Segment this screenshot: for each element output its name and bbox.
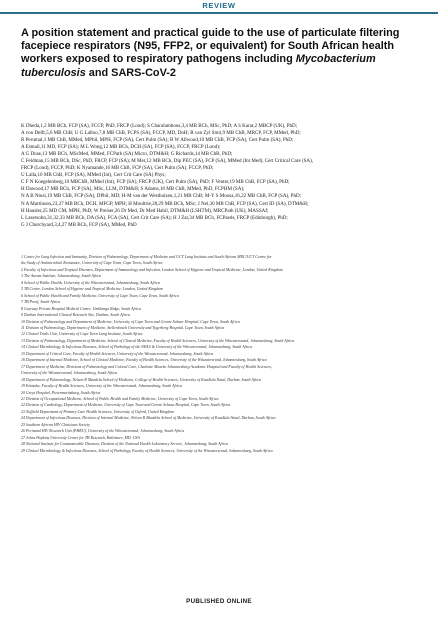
author-list (21, 123, 423, 229)
affiliation-line: the Study of Antimicrobial Resistance, University of Cape Town, Cape Town, South Africa (21, 260, 163, 266)
affiliation-line: 3 The Aurum Institute, Johannesburg, South Africa (21, 273, 102, 279)
affiliation-line: 23 Nuffield Department of Primary Care Health Sciences, University of Oxford, United Kingdom (21, 408, 175, 414)
author-line: C F N Koegelenberg,10 MBChB, MMed (Int), FCP (SA), FRCP (UK), Cert Pulm (SA), PhD; F Venter,19 MB ChB, FCP (SA), PhD; (21, 179, 290, 186)
author-line: N A Martinson,23,27 MB BCh, DCH, MFGP, MPH; H Moultrie,28,29 MB BCh, MSc; J Nel,30 MB ChB, FCP (SA), Cert ID (SA), DTM&H; (21, 200, 309, 207)
affiliation-line: 4 School of Public Health, University of the Witwatersrand, Johannesburg, South Africa (21, 279, 160, 285)
affiliation-line: 2 Faculty of Infectious and Tropical Diseases, Department of Immunology and Infection, London School of Hygiene and Tropical Medicine, London, United Kingdom (21, 266, 283, 272)
affiliation-line: 26 Perinatal HIV Research Unit (PHRU), University of the Witwatersrand, Johannesburg, South Africa (21, 428, 185, 434)
affiliation-line: 1 Centre for Lung Infection and Immunity, Division of Pulmonology, Department of Medicine and UCT Lung Institute and South African MRC/UCT Centre for (21, 254, 272, 259)
title-main: A position statement and practical guide to the use of particulate filtering facepiece respirators (N95, FFP2, or equivalent) for South African health workers exposed to respiratory pathogens including (21, 27, 400, 66)
affiliation-line: 16 Department of Internal Medicine, School of Clinical Medicine, Faculty of Health Sciences, University of the Witwatersrand, Johannesburg, South Africa (21, 357, 267, 363)
author-line: A von Delft,5,6 MB ChB; U G Lalloo,7,8 MB ChB, FCPS (SA), FCCP, MD, DoH; R van Zyl Smit,9 MB ChB, MRCP, FCP, MMed, PhD; (21, 130, 301, 137)
affiliation-line: 5 TB Centre, London School of Hygiene and Tropical Medicine, London, United Kingdom (21, 286, 163, 292)
affiliation-line: 19 Ezintsha, Faculty of Health Sciences, University of the Witwatersrand, Johannesburg, South Africa (21, 383, 182, 389)
author-line: A G Duse,13 MB BCh, MScMed, MMed, FCPath (SA) Micro, DTM&H; G Richards,14 MB ChB, PhD; (21, 151, 233, 158)
affiliation-line: 15 Department of Critical Care, Faculty of Health Sciences, University of the Witwatersrand, Johannesburg, South Africa (21, 350, 214, 356)
affiliation-line: 10 Division of Pulmonology and Department of Medicine, University of Cape Town and Groote Schuur Hospital, Cape Town, South Africa (21, 318, 240, 324)
author-line: G J Churchyard,3,4,27 MB BCh, FCP (SA), MMed, PhD (21, 221, 137, 228)
author-line: N A B Ntusi,19 MB ChB, FCP (SA), DPhil, MD; H-M van der Westhuizen,1,21 MB ChB; M-Y S Moosa,16,22 MB ChB, FCP (SA), PhD; (21, 193, 302, 200)
author-line: C Feldman,15 MB BCh, DSc, PhD, FRCP, FCP (SA); M Mer,12 MB BCh, Dip PEC (SA), FCP (SA), MMed (Int Med), Cert Critical Care (SA), (21, 158, 314, 165)
header-rule (0, 12, 438, 14)
affiliation-line: 6 School of Public Health and Family Medicine, University of Cape Town, Cape Town, South Africa (21, 292, 179, 298)
affiliation-line: 8 Gateway Private Hospital Medical Centre, Umhlanga Ridge, South Africa (21, 305, 141, 311)
title-italic: Mycobacterium tuberculosis (21, 53, 376, 79)
article-title (21, 27, 421, 80)
affiliation-line: 17 Department of Medicine, Divisions of Pulmonology and Critical Care, Charlotte Maxeke Johannesburg Academic Hospital and Faculty of Health Sciences, (21, 363, 272, 369)
author-line: K Dheda,1,2 MB BCh, FCP (SA), FCCP, PhD, FRCP (Lond); S Charalambous,3,4 MB BCh, MSc, PhD; A S Karat,2 MBCP (UK), PhD; (21, 123, 298, 129)
affiliation-line: 14 Clinical Microbiology & Infectious Diseases, School of Pathology of the NHLS & University of the Witwatersrand, Johannesburg, South Africa (21, 344, 253, 350)
affiliation-line: 27 Johns Hopkins University Center for TB Research, Baltimore, MD, USA (21, 434, 140, 440)
author-line: U Lalla,10 MB ChB, FCP (SA), MMed (Int), Cert Crit Care (SA) Phys; (21, 172, 166, 179)
author-line: R Perumal,1 MB ChB, MMed, MPhil, MPH, FCP (SA), Cert Pulm (SA); B W Allwood,10 MB ChB, FCP (SA), Cert Pulm (SA), PhD; (21, 137, 294, 144)
affiliation-line: 9 Durban International Clinical Research Site, Durban, South Africa (21, 312, 130, 318)
affiliation-line: 13 Division of Pulmonology, Department of Medicine, School of Clinical Medicine, Faculty of Health Sciences, University of the Witwatersrand, Johannesburg, South Africa (21, 337, 295, 343)
affiliation-line: 18 Department of Pulmonology, Nelson R Mandela School of Medicine, College of Health Sciences, University of KwaZulu Natal, Durban, South Africa (21, 376, 262, 382)
affiliation-line: 21 Division of Occupational Medicine, School of Public Health and Family Medicine, University of Cape Town, South Africa (21, 395, 219, 401)
author-line: H Dawood,17 MB BCh, FCP (SA), MSc, LLM, DTM&H; S Adams,18 MB ChB, MMed, PhD, FCPHM (SA); (21, 186, 245, 193)
author-line: H Hausler,25 MD CM, MPH, PhD; W Preiser,26 Dr Med, Dr Med Habil, DTM&H (LSHTM), MRCPath (UK), MASSAf; (21, 207, 269, 214)
affiliation-line: 29 Clinical Microbiology & Infectious Diseases, School of Pathology, Faculty of Health Sciences, University of the Witwatersrand, Johannesburg, South Africa (21, 447, 273, 453)
published-online-label: PUBLISHED ONLINE (186, 598, 252, 605)
author-line: A Esmail,11 MD, FCP (SA); M L Wong,12 MB BCh, DCH (SA), FCP (SA), FCCP, FRCP (Lond); (21, 144, 221, 151)
title-end: and SARS-CoV-2 (85, 66, 176, 79)
affiliation-list (21, 254, 423, 454)
section-label: REVIEW (202, 1, 236, 10)
author-line: L Lasersohn,31,32,33 MB BCh, DA (SA), FCA (SA), Cert Crit Care (SA); H J Zar,34 MB BCh, FCPaeds, FRCP (Edinburgh), PhD; (21, 214, 288, 221)
affiliation-line: 12 Clinical Trials Unit, University of Cape Town Lung Institute, South Africa (21, 331, 143, 337)
affiliation-line: 20 Greys Hospital, Pietermaritzburg, South Africa (21, 389, 101, 395)
affiliation-line: 24 Department of Infectious Diseases, Division of Internal Medicine, Nelson R Mandela School of Medicine, University of KwaZulu-Natal, Durban, South Africa (21, 415, 276, 421)
affiliation-line: 25 Southern African HIV Clinicians Society (21, 421, 90, 427)
author-line: FRCP (Lond), FCCP, PhD; K Nyamande,16 MB ChB, FCP (SA), Cert Pulm (SA), FCCP, PhD; (21, 165, 214, 172)
affiliation-line: 22 Division of Cardiology, Department of Medicine, University of Cape Town and Groote Schuur Hospital, Cape Town, South Africa (21, 402, 231, 408)
affiliation-line: 7 TB Proof, South Africa (21, 299, 61, 305)
affiliation-line: University of the Witwatersrand, Johannesburg, South Africa (21, 370, 118, 376)
affiliation-line: 28 National Institute for Communicable Diseases, Division of the National Health Laboratory Service, Johannesburg, South Africa (21, 441, 228, 447)
affiliation-line: 11 Division of Pulmonology, Department of Medicine, Stellenbosch University and Tygerberg Hospital, Cape Town, South Africa (21, 324, 225, 330)
